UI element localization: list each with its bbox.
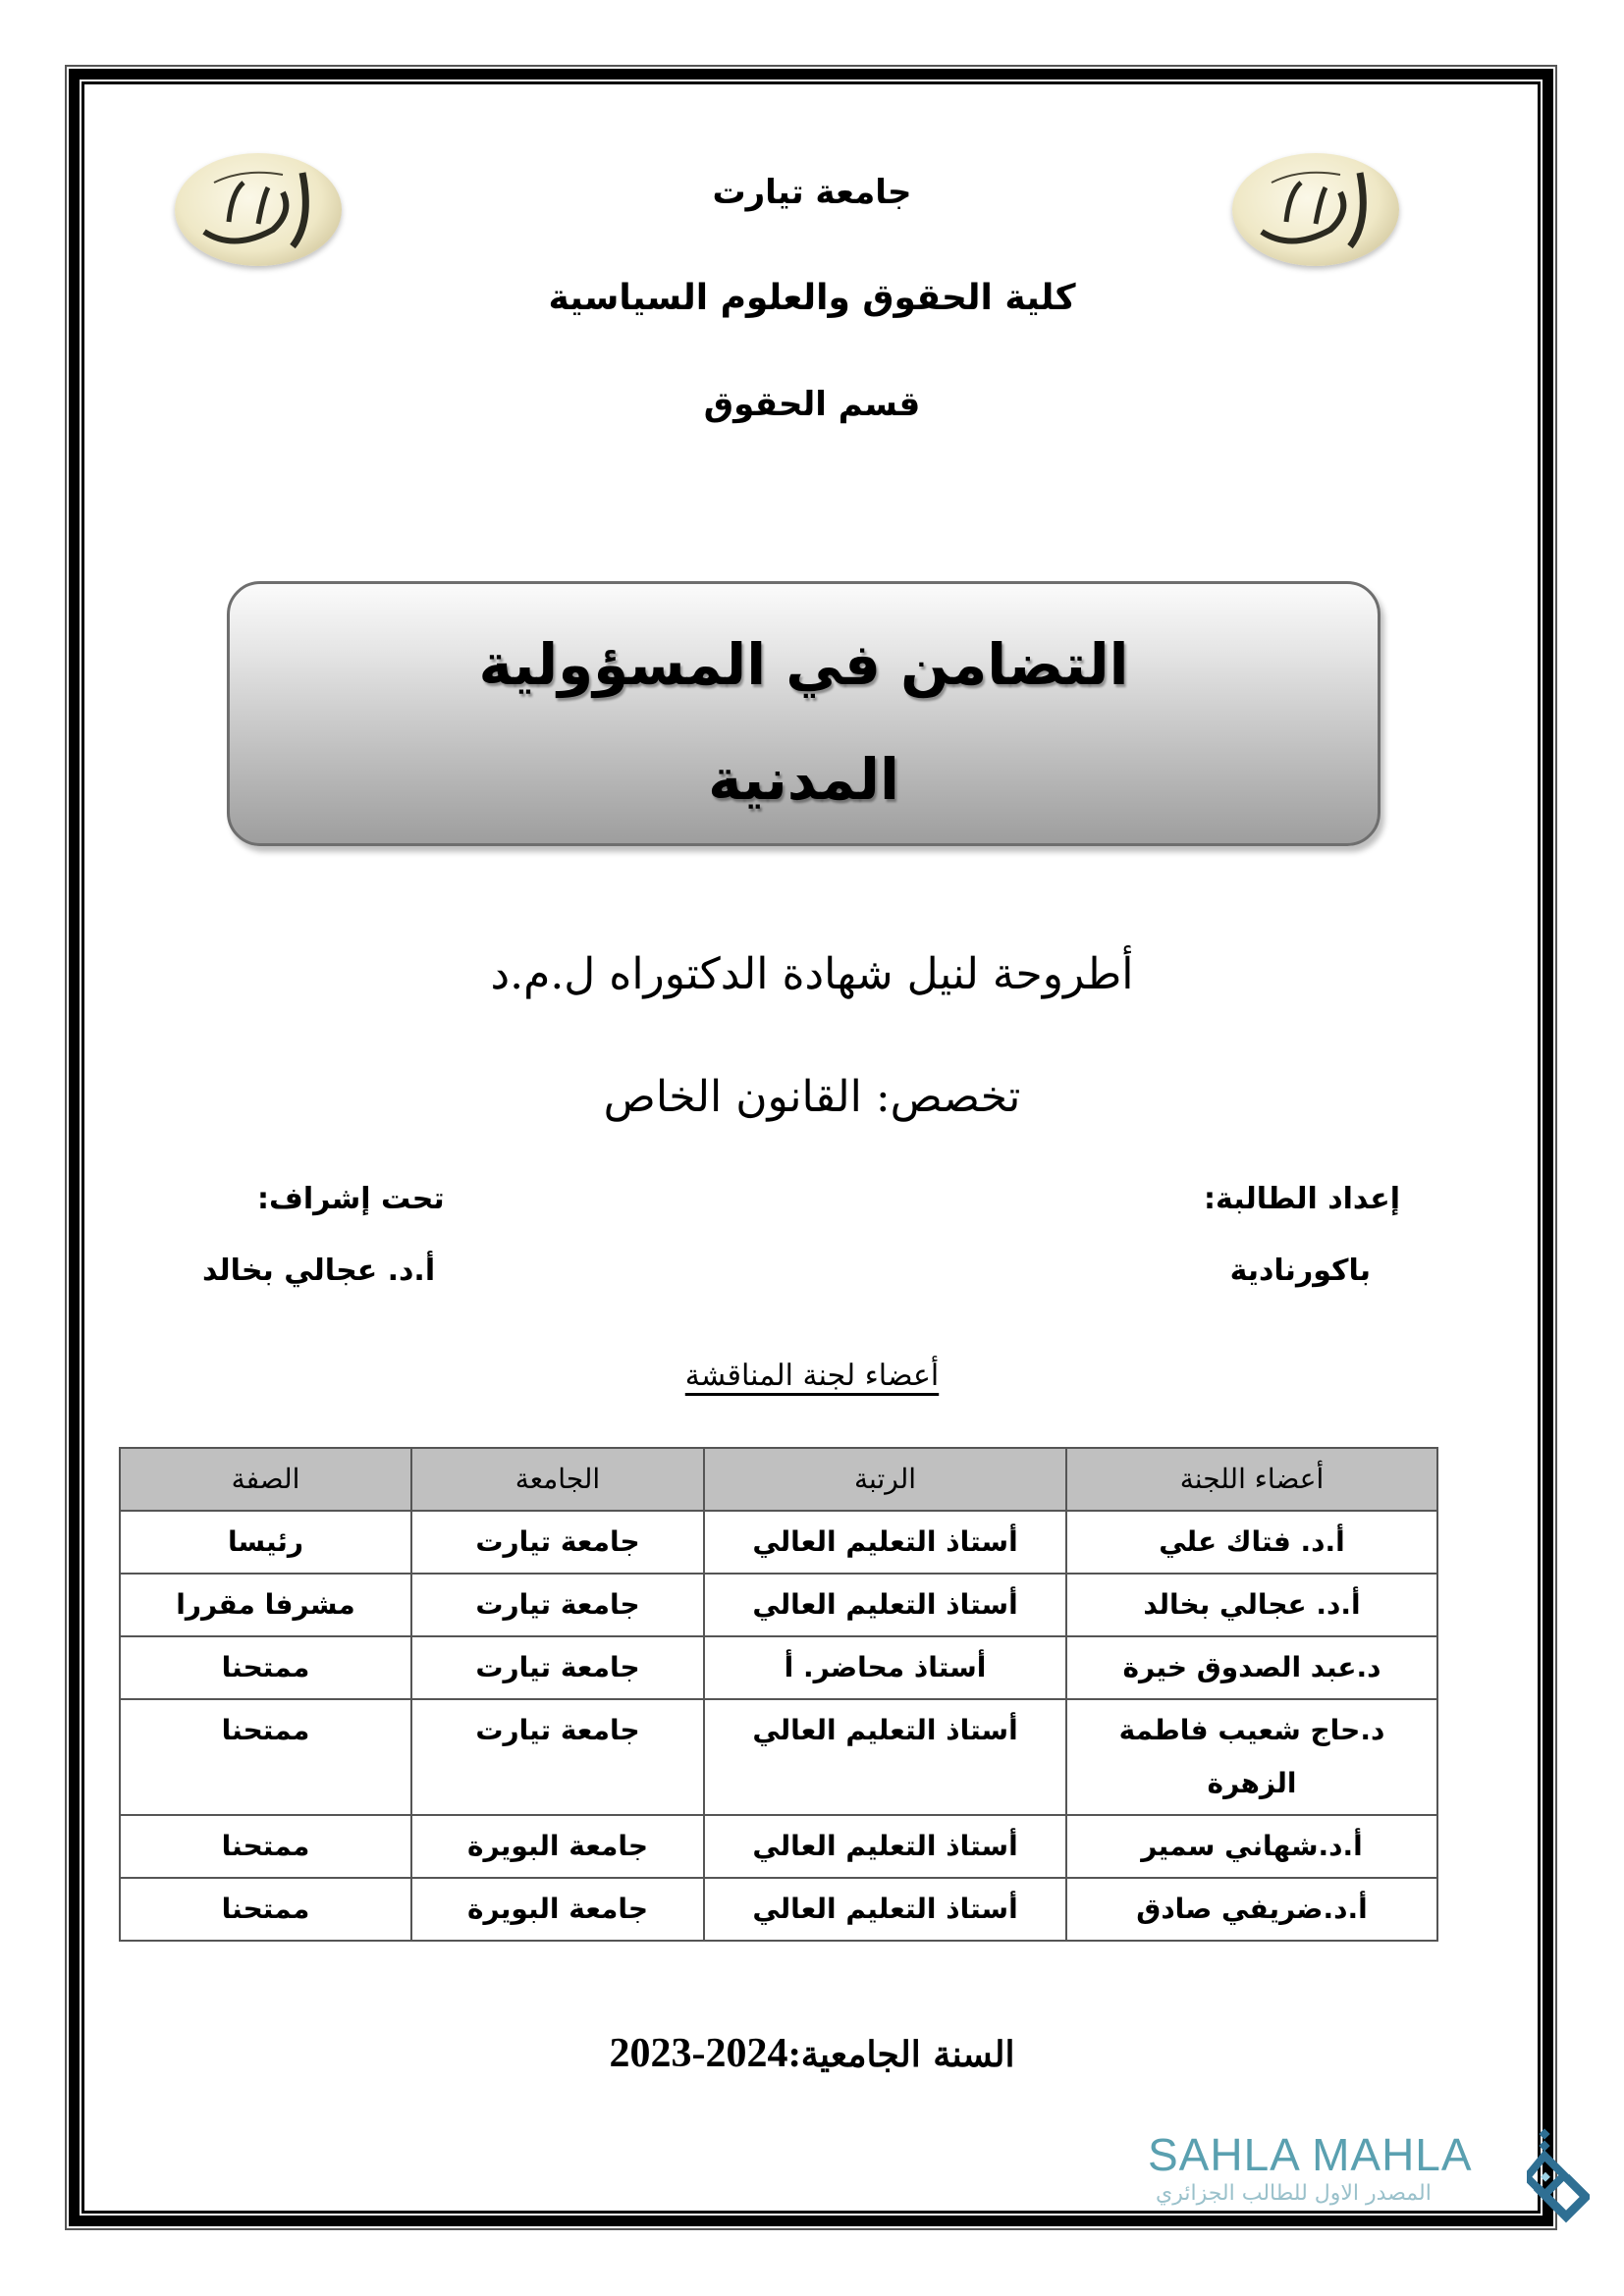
member-rank: أستاذ التعليم العالي bbox=[704, 1511, 1066, 1574]
member-name: أ.د.شهاني سمير bbox=[1066, 1815, 1437, 1878]
member-university: جامعة البويرة bbox=[411, 1815, 704, 1878]
member-university: جامعة تيارت bbox=[411, 1699, 704, 1815]
university-name: جامعة تيارت bbox=[712, 173, 912, 212]
member-rank: أستاذ التعليم العالي bbox=[704, 1699, 1066, 1815]
member-role: ممتحنا bbox=[120, 1699, 411, 1815]
member-university: جامعة البويرة bbox=[411, 1878, 704, 1941]
watermark-tagline: المصدر الاول للطالب الجزائري bbox=[1156, 2181, 1432, 2206]
member-university: جامعة تيارت bbox=[411, 1511, 704, 1574]
academic-year-value: 2023-2024 bbox=[609, 2031, 788, 2076]
supervisor-label: تحت إشراف: bbox=[257, 1182, 445, 1216]
table-row bbox=[120, 1815, 1437, 1878]
column-header-university: الجامعة bbox=[411, 1448, 704, 1511]
member-name: أ.د. فتاك علي bbox=[1066, 1511, 1437, 1574]
member-university: جامعة تيارت bbox=[411, 1636, 704, 1699]
member-rank: أستاذ التعليم العالي bbox=[704, 1574, 1066, 1636]
member-name: أ.د.ضريفي صادق bbox=[1066, 1878, 1437, 1941]
table-header-row bbox=[120, 1448, 1437, 1511]
watermark-brand: SAHLA MAHLA bbox=[1148, 2129, 1473, 2180]
committee-table bbox=[119, 1447, 1438, 1942]
member-name: د.عبد الصدوق خيرة bbox=[1066, 1636, 1437, 1699]
member-name: د.حاج شعيب فاطمة الزهرة bbox=[1066, 1699, 1437, 1815]
member-rank: أستاذ التعليم العالي bbox=[704, 1878, 1066, 1941]
committee-title-text: أعضاء لجنة المناقشة bbox=[684, 1359, 940, 1393]
academic-year bbox=[0, 2030, 1624, 2077]
committee-title bbox=[0, 1359, 1624, 1393]
academic-year-label: السنة الجامعية: bbox=[787, 2034, 1015, 2075]
member-role: ممتحنا bbox=[120, 1815, 411, 1878]
table-row bbox=[120, 1636, 1437, 1699]
member-role: رئيسا bbox=[120, 1511, 411, 1574]
thesis-title-line2: المدنية bbox=[708, 746, 899, 813]
supervisor-name: أ.د. عجالي بخالد bbox=[202, 1254, 436, 1288]
member-rank: أستاذ محاضر. أ bbox=[704, 1636, 1066, 1699]
department-name: قسم الحقوق bbox=[703, 385, 921, 424]
specialization: تخصص: القانون الخاص bbox=[603, 1072, 1021, 1122]
sahla-mahla-logo-icon bbox=[1527, 2128, 1590, 2236]
sahla-mahla-watermark bbox=[1144, 2128, 1566, 2226]
table-row bbox=[120, 1878, 1437, 1941]
table-row bbox=[120, 1699, 1437, 1815]
student-label: إعداد الطالبة: bbox=[1204, 1182, 1400, 1216]
table-row bbox=[120, 1511, 1437, 1574]
column-header-members: أعضاء اللجنة bbox=[1066, 1448, 1437, 1511]
column-header-rank: الرتبة bbox=[704, 1448, 1066, 1511]
member-name: أ.د. عجالي بخالد bbox=[1066, 1574, 1437, 1636]
member-role: مشرفا مقررا bbox=[120, 1574, 411, 1636]
degree-statement: أطروحة لنيل شهادة الدكتوراه ل.م.د bbox=[490, 949, 1134, 999]
member-university: جامعة تيارت bbox=[411, 1574, 704, 1636]
faculty-name: كلية الحقوق والعلوم السياسية bbox=[548, 278, 1076, 318]
member-rank: أستاذ التعليم العالي bbox=[704, 1815, 1066, 1878]
student-name: باكورنادية bbox=[1229, 1254, 1371, 1288]
column-header-role: الصفة bbox=[120, 1448, 411, 1511]
thesis-title-box bbox=[227, 581, 1380, 846]
table-row bbox=[120, 1574, 1437, 1636]
thesis-title-line1: التضامن في المسؤولية bbox=[478, 631, 1129, 698]
member-role: ممتحنا bbox=[120, 1636, 411, 1699]
member-role: ممتحنا bbox=[120, 1878, 411, 1941]
